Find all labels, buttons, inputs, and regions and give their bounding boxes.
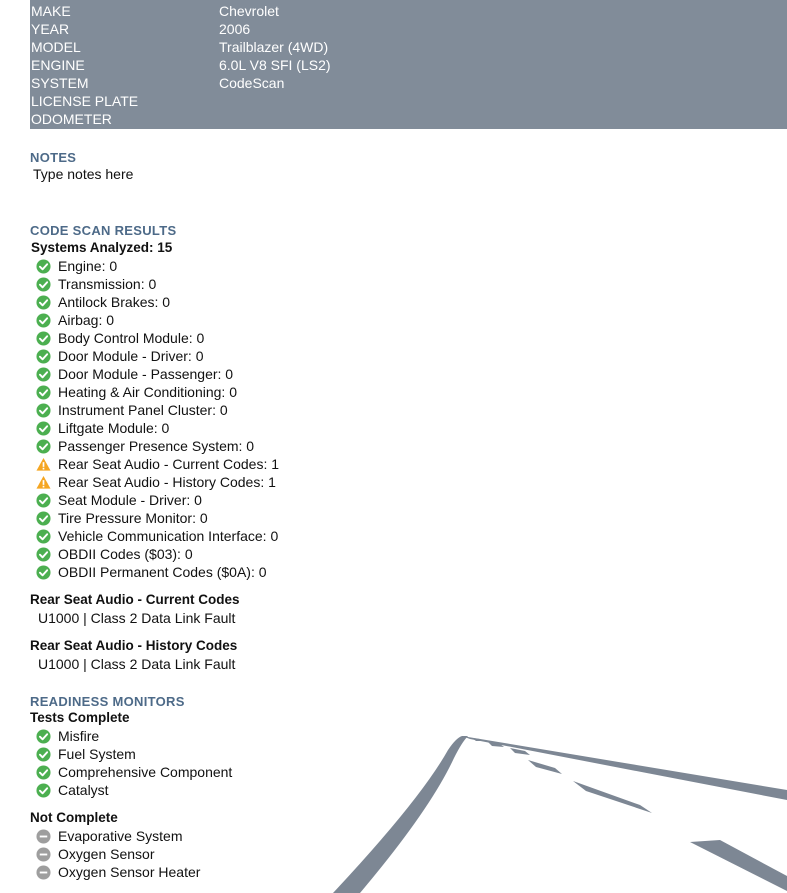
vehicle-value: Chevrolet — [219, 3, 279, 19]
vehicle-label: YEAR — [31, 21, 70, 37]
system-result-item-label: Rear Seat Audio - Current Codes: 1 — [58, 456, 280, 472]
check-circle-icon — [36, 439, 51, 454]
check-circle-icon — [36, 529, 51, 544]
check-circle-icon — [36, 259, 51, 274]
system-result-item — [36, 419, 169, 437]
monitor-incomplete-item — [36, 863, 200, 881]
system-result-item — [36, 365, 233, 383]
system-result-item — [36, 311, 114, 329]
system-result-item-label: OBDII Codes ($03): 0 — [58, 546, 193, 562]
check-circle-icon — [36, 295, 51, 310]
vehicle-label: ODOMETER — [31, 111, 112, 127]
vehicle-label: LICENSE PLATE — [31, 93, 139, 109]
vehicle-value: CodeScan — [219, 75, 285, 91]
check-circle-icon — [36, 765, 51, 780]
code-group-title: Rear Seat Audio - Current Codes — [30, 592, 240, 607]
system-result-item-label: Tire Pressure Monitor: 0 — [58, 510, 208, 526]
trouble-code: U1000 | Class 2 Data Link Fault — [38, 610, 236, 626]
check-circle-icon — [36, 385, 51, 400]
system-result-item — [36, 401, 228, 419]
minus-circle-icon — [36, 829, 51, 844]
warning-triangle-icon — [36, 457, 51, 472]
vehicle-label: SYSTEM — [31, 75, 89, 91]
monitor-incomplete-item — [36, 845, 155, 863]
check-circle-icon — [36, 565, 51, 580]
system-result-item — [36, 491, 202, 509]
monitor-complete-item — [36, 763, 232, 781]
check-circle-icon — [36, 729, 51, 744]
vehicle-value: 6.0L V8 SFI (LS2) — [219, 57, 331, 73]
system-result-item — [36, 293, 170, 311]
system-result-item — [36, 383, 237, 401]
vehicle-label: MAKE — [31, 3, 71, 19]
check-circle-icon — [36, 421, 51, 436]
system-result-item-label: Engine: 0 — [58, 258, 118, 274]
monitor-complete-item-label: Misfire — [58, 728, 100, 744]
monitor-incomplete-item-label: Oxygen Sensor Heater — [58, 864, 201, 880]
monitor-complete-item-label: Catalyst — [58, 782, 109, 798]
system-result-item — [36, 509, 208, 527]
system-result-item-label: Body Control Module: 0 — [58, 330, 205, 346]
monitor-incomplete-item-label: Evaporative System — [58, 828, 183, 844]
system-result-item-label: Transmission: 0 — [58, 276, 157, 292]
trouble-code: U1000 | Class 2 Data Link Fault — [38, 656, 236, 672]
monitor-complete-item-label: Comprehensive Component — [58, 764, 233, 780]
readiness-title: READINESS MONITORS — [30, 694, 185, 709]
system-result-item — [36, 545, 193, 563]
warning-triangle-icon — [36, 475, 51, 490]
notes-input[interactable]: Type notes here — [33, 166, 134, 182]
vehicle-info-panel — [30, 0, 787, 129]
check-circle-icon — [36, 747, 51, 762]
monitor-complete-item — [36, 727, 99, 745]
system-result-item — [36, 455, 279, 473]
check-circle-icon — [36, 403, 51, 418]
system-result-item — [36, 329, 204, 347]
system-result-item-label: Door Module - Passenger: 0 — [58, 366, 234, 382]
check-circle-icon — [36, 783, 51, 798]
system-result-item — [36, 257, 117, 275]
systems-analyzed: Systems Analyzed: 15 — [31, 240, 173, 255]
system-result-item-label: Passenger Presence System: 0 — [58, 438, 255, 454]
check-circle-icon — [36, 367, 51, 382]
vehicle-label: MODEL — [31, 39, 81, 55]
code-group-title: Rear Seat Audio - History Codes — [30, 638, 238, 653]
system-result-item-label: Liftgate Module: 0 — [58, 420, 170, 436]
system-result-item-label: Rear Seat Audio - History Codes: 1 — [58, 474, 276, 490]
system-result-item — [36, 473, 276, 491]
system-result-item — [36, 563, 267, 581]
system-result-item — [36, 347, 204, 365]
check-circle-icon — [36, 313, 51, 328]
minus-circle-icon — [36, 865, 51, 880]
system-result-item-label: Door Module - Driver: 0 — [58, 348, 204, 364]
system-result-item-label: Instrument Panel Cluster: 0 — [58, 402, 228, 418]
system-result-item — [36, 527, 278, 545]
system-result-item-label: OBDII Permanent Codes ($0A): 0 — [58, 564, 267, 580]
check-circle-icon — [36, 349, 51, 364]
vehicle-value: Trailblazer (4WD) — [219, 39, 329, 55]
check-circle-icon — [36, 331, 51, 346]
check-circle-icon — [36, 511, 51, 526]
check-circle-icon — [36, 493, 51, 508]
system-result-item-label: Seat Module - Driver: 0 — [58, 492, 202, 508]
monitor-incomplete-item-label: Oxygen Sensor — [58, 846, 155, 862]
check-circle-icon — [36, 547, 51, 562]
system-result-item — [36, 275, 156, 293]
monitor-incomplete-item — [36, 827, 183, 845]
system-result-item-label: Heating & Air Conditioning: 0 — [58, 384, 237, 400]
minus-circle-icon — [36, 847, 51, 862]
system-result-item — [36, 437, 254, 455]
code-scan-title: CODE SCAN RESULTS — [30, 223, 177, 238]
monitor-complete-item-label: Fuel System — [58, 746, 136, 762]
check-circle-icon — [36, 277, 51, 292]
not-complete-title: Not Complete — [30, 810, 118, 825]
notes-title: NOTES — [30, 150, 77, 165]
monitor-complete-item — [36, 781, 109, 799]
vehicle-value: 2006 — [219, 21, 251, 37]
system-result-item-label: Vehicle Communication Interface: 0 — [58, 528, 279, 544]
monitor-complete-item — [36, 745, 136, 763]
vehicle-label: ENGINE — [31, 57, 85, 73]
tests-complete-title: Tests Complete — [30, 710, 130, 725]
system-result-item-label: Antilock Brakes: 0 — [58, 294, 171, 310]
system-result-item-label: Airbag: 0 — [58, 312, 115, 328]
